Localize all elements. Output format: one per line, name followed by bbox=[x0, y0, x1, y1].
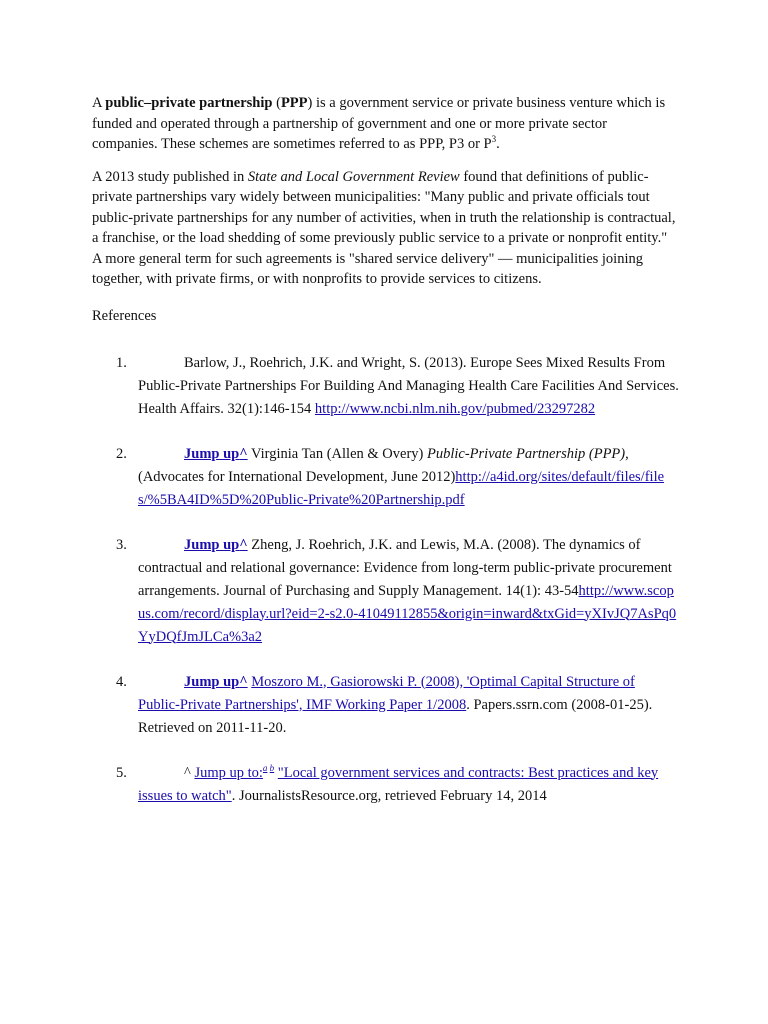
reference-text: Barlow, J., Roehrich, J.K. and Wright, S. (2013). Europe Sees Mixed Results From Public-Private Partnerships For Building And Managing Health Care Facilities And Services. Health Affairs. 32(1):146-154 bbox=[138, 354, 679, 417]
references-heading: References bbox=[92, 307, 157, 324]
reference-number: 4. bbox=[116, 673, 127, 690]
caret-link[interactable]: ^ bbox=[239, 445, 248, 462]
reference-item-4 bbox=[92, 671, 680, 740]
text-span: found that definitions of public-private partnerships vary widely between municipalities: "Many public and private officials tout public-private partnerships for any number of activities, when in truth the relationship is contractual, a franchise, or the load shedding of some previously public service to a private or nonprofit entity." A more general term for such agreements is "shared service delivery" — municipalities joining together, with private firms, or with nonprofits to provide services to citizens. bbox=[92, 168, 676, 287]
jump-up-link[interactable]: Jump up bbox=[184, 536, 240, 553]
jump-up-link[interactable]: Jump up bbox=[184, 673, 240, 690]
caret-link[interactable]: ^ bbox=[239, 536, 248, 553]
reference-number: 1. bbox=[116, 354, 127, 371]
reference-url-link[interactable]: http://a4id.org/sites/default/files/files/%5BA4ID%5D%20Public-Private%20Partnership.pdf bbox=[138, 468, 665, 508]
reference-item-5 bbox=[92, 762, 680, 808]
reference-item-1 bbox=[92, 352, 680, 421]
term-bold: public–private partnership bbox=[105, 95, 273, 111]
reference-item-3 bbox=[92, 534, 680, 649]
text-span: ( bbox=[272, 95, 281, 111]
reference-text: , (Advocates for International Development, June 2012) bbox=[138, 445, 629, 485]
reference-title-link[interactable]: Moszoro M., Gasiorowski P. (2008), 'Optimal Capital Structure of Public-Private Partnerships', IMF Working Paper 1/2008 bbox=[138, 673, 635, 713]
reference-title: Public-Private Partnership (PPP) bbox=[427, 445, 626, 462]
journal-title: State and Local Government Review bbox=[247, 168, 460, 185]
jump-up-link[interactable]: Jump up bbox=[184, 445, 240, 462]
reference-text: Virginia Tan (Allen & Overy) bbox=[247, 445, 427, 462]
reference-url-link[interactable]: http://www.scopus.com/record/display.url?eid=2-s2.0-41049112855&origin=inward&txGid=yXIvJQ7AsPq0YyDQfJmJLCa%3a2 bbox=[138, 582, 677, 645]
reference-title-link[interactable]: "Local government services and contracts: Best practices and key issues to watch" bbox=[138, 764, 659, 804]
abbr-bold: PPP bbox=[280, 95, 308, 111]
reference-number: 3. bbox=[116, 536, 127, 553]
text-span: A bbox=[92, 95, 106, 111]
jump-up-to-link[interactable]: Jump up to: bbox=[194, 764, 263, 781]
reference-text: . Papers.ssrn.com (2008-01-25). Retrieved on 2011-11-20. bbox=[138, 696, 653, 736]
backref-b-link[interactable]: b bbox=[269, 762, 275, 773]
caret-text: ^ bbox=[184, 764, 191, 781]
reference-url-link[interactable]: http://www.ncbi.nlm.nih.gov/pubmed/23297282 bbox=[314, 400, 596, 417]
text-span: ) is a government service or private business venture which is funded and operated through a partnership of government and one or more private sector companies. These schemes are sometimes referred to as PPP, P3 or P bbox=[92, 95, 666, 152]
intro-paragraph-1 bbox=[92, 93, 676, 155]
reference-text: . JournalistsResource.org, retrieved February 14, 2014 bbox=[231, 787, 547, 804]
superscript: 3 bbox=[491, 134, 497, 145]
text-span: . bbox=[496, 136, 500, 152]
reference-item-2 bbox=[92, 443, 680, 512]
intro-paragraph-2 bbox=[92, 167, 676, 290]
caret-link[interactable]: ^ bbox=[239, 673, 248, 690]
reference-number: 5. bbox=[116, 764, 127, 781]
references-list bbox=[92, 352, 679, 808]
reference-number: 2. bbox=[116, 445, 127, 462]
reference-text: Zheng, J. Roehrich, J.K. and Lewis, M.A. (2008). The dynamics of contractual and relational governance: Evidence from long-term public-private procurement arrangements. Journal of Purchasing and Supply Management. 14(1): 43-54 bbox=[138, 536, 672, 599]
backref-a-link[interactable]: a bbox=[262, 762, 268, 773]
text-span: A 2013 study published in bbox=[92, 168, 248, 185]
